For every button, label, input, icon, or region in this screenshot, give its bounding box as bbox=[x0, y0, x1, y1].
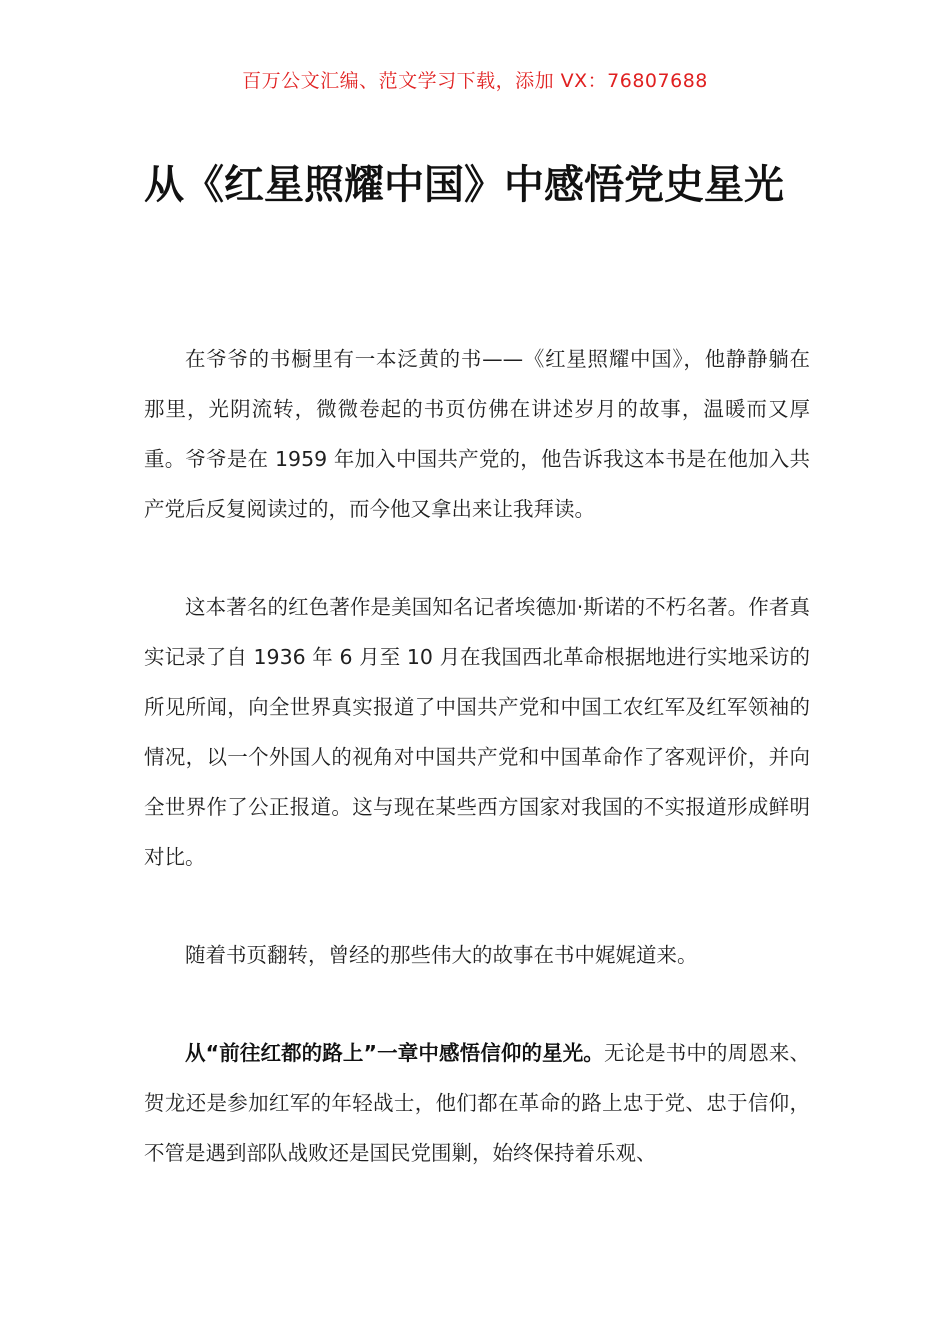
paragraph-1-text: 在爷爷的书橱里有一本泛黄的书——《红星照耀中国》，他静静躺在那里，光阴流转，微微卷起的书页仿佛在讲述岁月的故事，温暖而又厚重。爷爷是在 1959 年加入中国共产党的，他告诉我这本书是在他加入共产党后反复阅读过的，而今他又拿出来让我拜读。 bbox=[144, 347, 810, 521]
document-title: 从《红星照耀中国》中感悟党史星光 bbox=[144, 161, 784, 208]
paragraph-3 bbox=[144, 930, 810, 980]
paragraph-4-text: 无论是书中的周恩来、贺龙还是参加红军的年轻战士，他们都在革命的路上忠于党、忠于信仰，不管是遇到部队战败还是国民党围剿，始终保持着乐观、 bbox=[144, 1041, 811, 1165]
paragraph-1 bbox=[144, 334, 810, 534]
paragraph-4 bbox=[144, 1028, 810, 1178]
document-body bbox=[144, 334, 810, 1226]
paragraph-3-text: 随着书页翻转，曾经的那些伟大的故事在书中娓娓道来。 bbox=[185, 943, 698, 967]
header-watermark-note: 百万公文汇编、范文学习下载，添加 VX：76807688 bbox=[242, 70, 708, 92]
paragraph-4-lead: 从“前往红都的路上”一章中感悟信仰的星光。 bbox=[185, 1041, 604, 1065]
paragraph-2 bbox=[144, 582, 810, 882]
paragraph-2-text: 这本著名的红色著作是美国知名记者埃德加·斯诺的不朽名著。作者真实记录了自 1936 年 6 月至 10 月在我国西北革命根据地进行实地采访的所见所闻，向全世界真实报道了中国共产党和中国工农红军及红军领袖的情况，以一个外国人的视角对中国共产党和中国革命作了客观评价，并向全世界作了公正报道。这与现在某些西方国家对我国的不实报道形成鲜明对比。 bbox=[144, 595, 810, 869]
